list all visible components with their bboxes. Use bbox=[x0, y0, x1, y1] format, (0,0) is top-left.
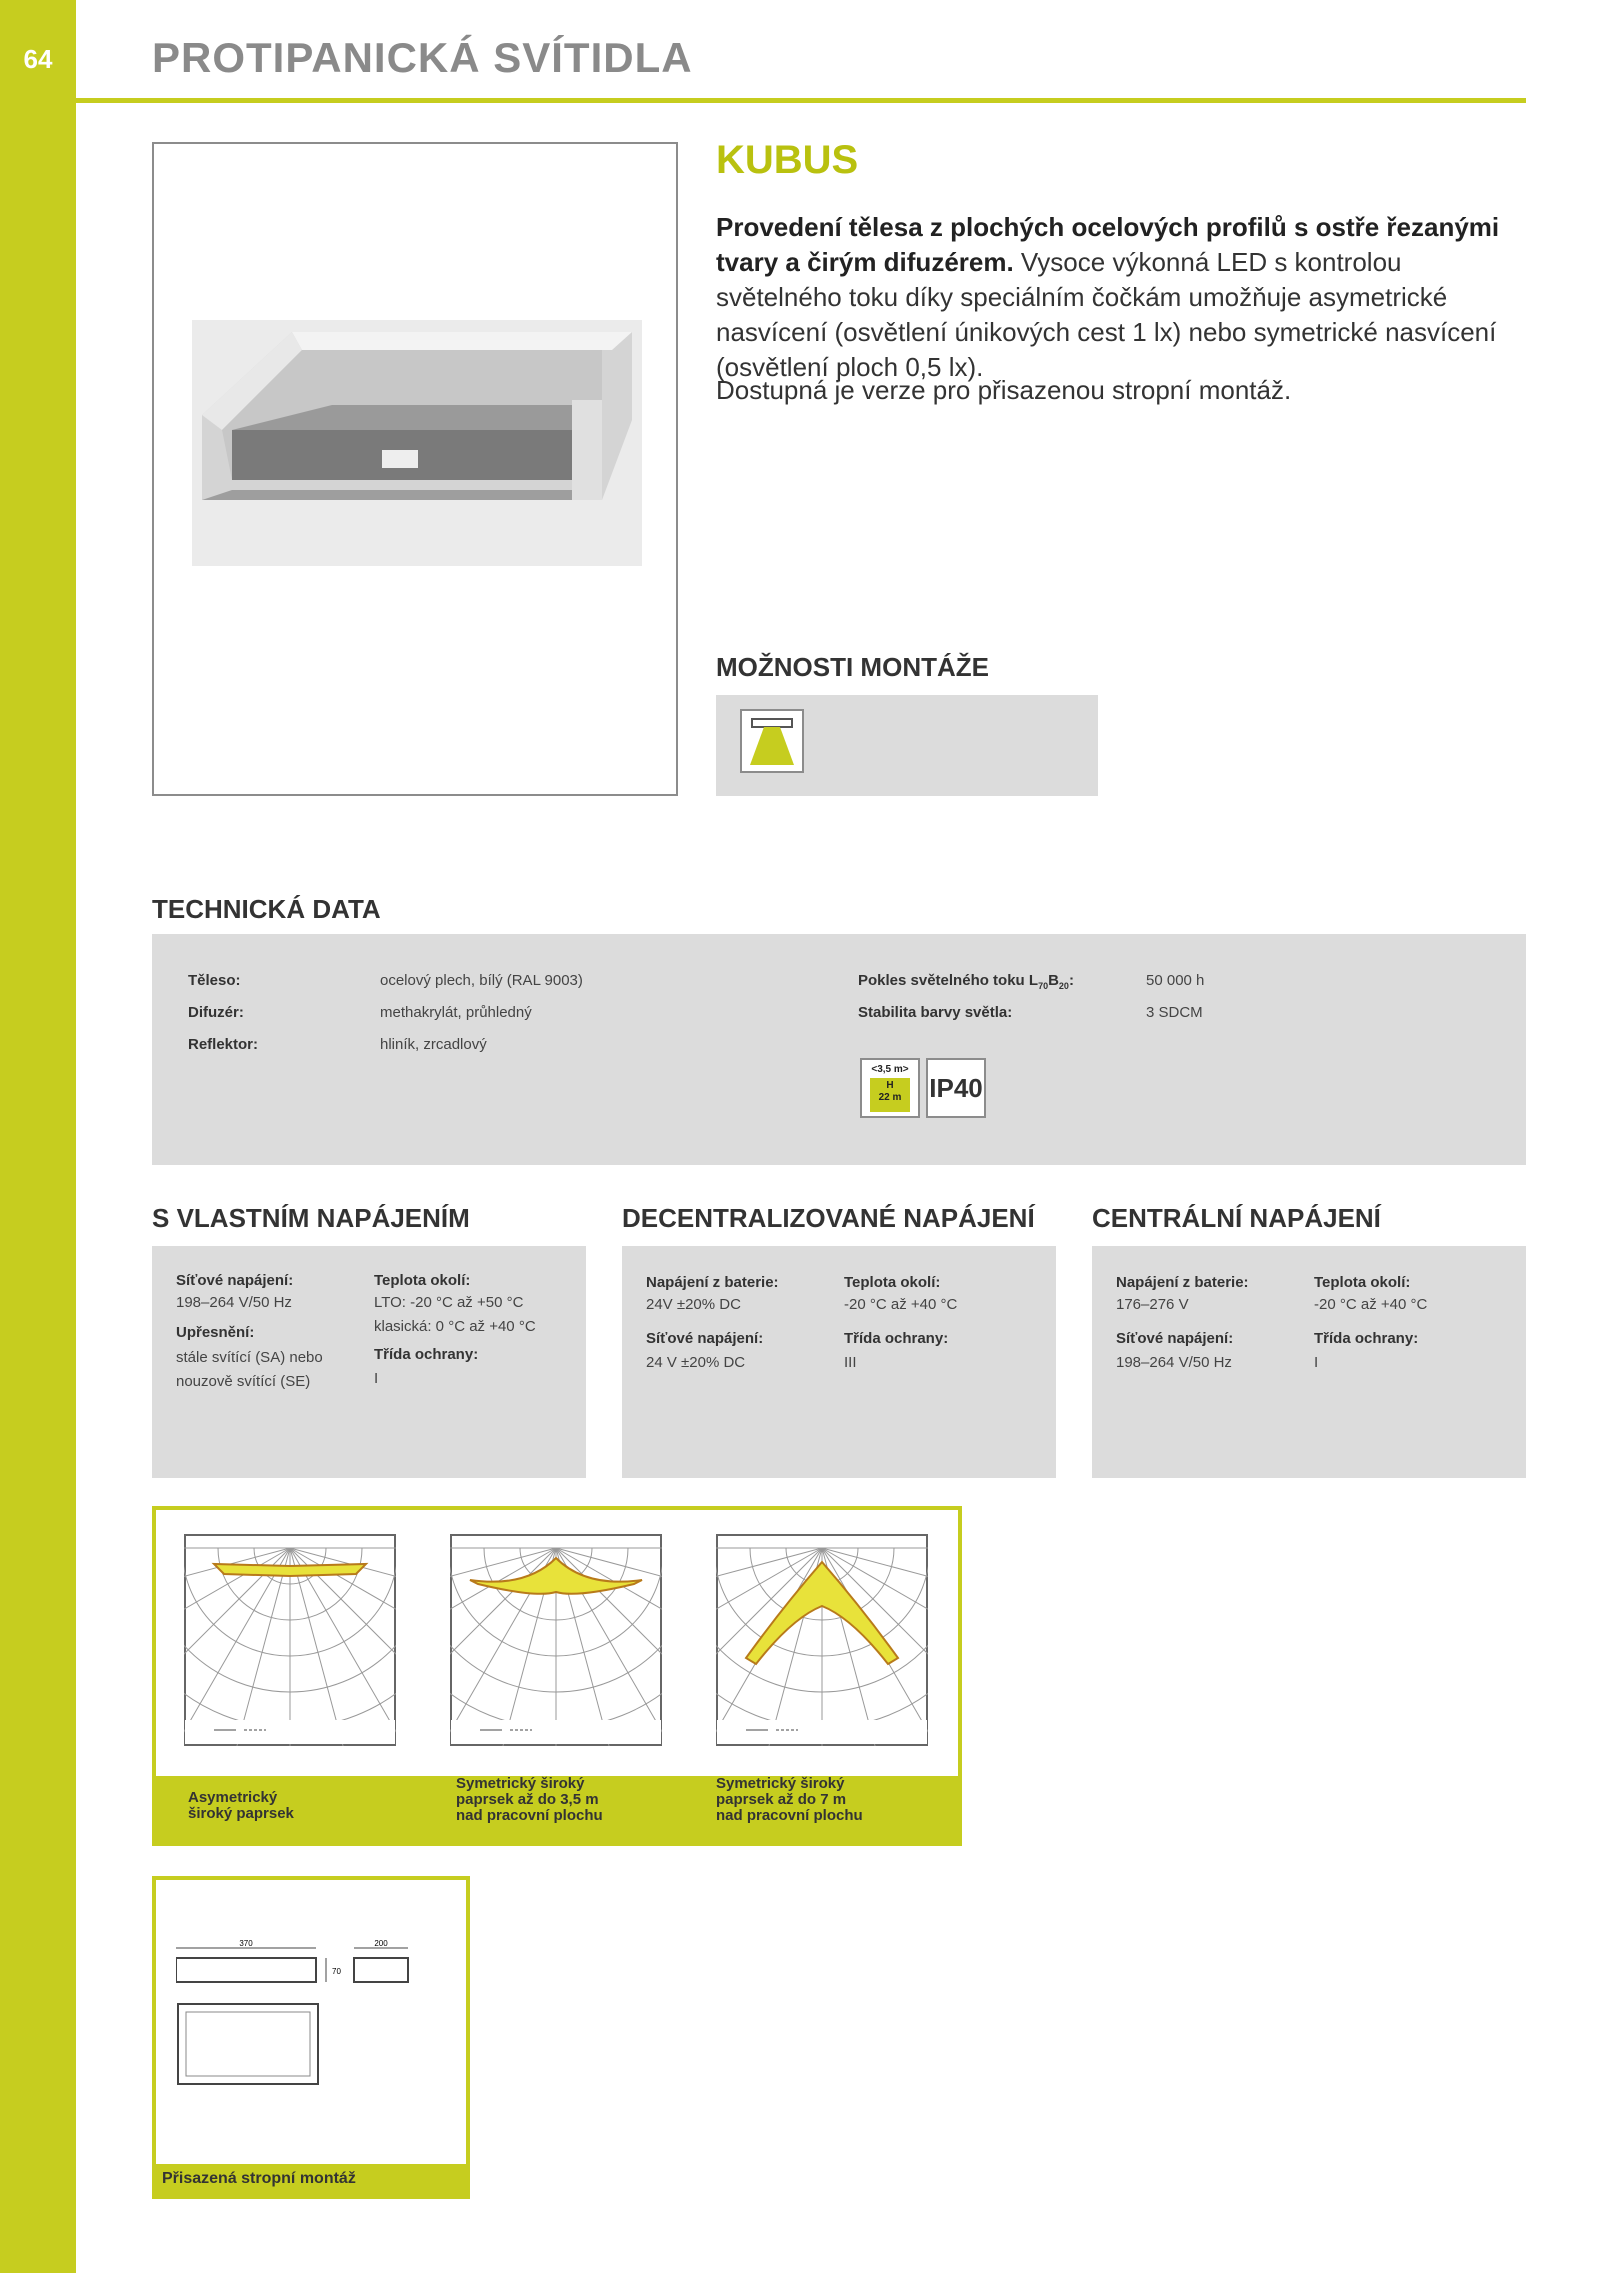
polar-diagram-sym-7 bbox=[716, 1534, 928, 1746]
power-value: klasická: 0 °C až +40 °C bbox=[374, 1318, 536, 1335]
power-value: I bbox=[1314, 1354, 1319, 1371]
dimension-drawing-panel bbox=[152, 1876, 470, 2199]
power-value: stále svítící (SA) nebo nouzově svítící (SE) bbox=[176, 1349, 323, 1390]
dimension-caption: Přisazená stropní montáž bbox=[162, 2170, 356, 2187]
tech-label: Těleso: bbox=[188, 972, 241, 989]
product-name: KUBUS bbox=[716, 138, 859, 182]
power-label: Teplota okolí: bbox=[844, 1274, 941, 1291]
power-label: Třída ochrany: bbox=[374, 1346, 479, 1363]
dimension-depth: 200 bbox=[374, 1940, 388, 1948]
power-heading-decentral: DECENTRALIZOVANÉ NAPÁJENÍ bbox=[622, 1203, 1035, 1233]
mounting-height-badge: <3,5 m> H 22 m bbox=[860, 1058, 920, 1118]
page-number: 64 bbox=[23, 44, 53, 74]
power-label: Teplota okolí: bbox=[374, 1272, 471, 1289]
luminaire-illustration bbox=[192, 320, 642, 566]
diagram-caption-2: Symetrický široký paprsek až do 3,5 m nad pracovní plochu bbox=[456, 1775, 603, 1824]
tech-label-flux: Pokles světelného toku $L_{70}B_{20}$: bbox=[858, 972, 1074, 991]
tech-label: Reflektor: bbox=[188, 1036, 259, 1053]
mounting-options-box bbox=[716, 695, 1098, 796]
power-label: Upřesnění: bbox=[176, 1324, 255, 1341]
tech-heading: TECHNICKÁ DATA bbox=[152, 894, 381, 924]
side-accent-bar bbox=[0, 0, 76, 2273]
diagram-caption-3: Symetrický široký paprsek až do 7 m nad pracovní plochu bbox=[716, 1775, 863, 1824]
ip-rating-badge: IP40 bbox=[926, 1058, 986, 1118]
power-box-self bbox=[152, 1246, 586, 1478]
power-label: Teplota okolí: bbox=[1314, 1274, 1411, 1291]
dimension-width: 370 bbox=[239, 1940, 253, 1948]
power-label: Třída ochrany: bbox=[1314, 1330, 1419, 1347]
product-photo-frame bbox=[152, 142, 678, 796]
tech-value: hliník, zrcadlový bbox=[380, 1036, 487, 1053]
mounting-heading: MOŽNOSTI MONTÁŽE bbox=[716, 652, 989, 682]
power-label: Síťové napájení: bbox=[646, 1330, 764, 1347]
tech-value: 3 SDCM bbox=[1146, 1004, 1203, 1021]
power-heading-central: CENTRÁLNÍ NAPÁJENÍ bbox=[1092, 1203, 1381, 1233]
tech-value: ocelový plech, bílý (RAL 9003) bbox=[380, 972, 583, 989]
power-value: I bbox=[374, 1370, 379, 1387]
product-description-bold: Provedení tělesa z plochých ocelových profilů s ostře řezanými tvary a čirým difuzérem. bbox=[716, 212, 1500, 277]
product-description-rest: Vysoce výkonná LED s kontrolou světelného toku díky speciálním čočkám umožňuje asymetrické nasvícení (osvětlení únikových cest 1 lx) nebo symetrické nasvícení (osvětlení ploch 0,5 lx). bbox=[716, 247, 1497, 382]
tech-value: 50 000 h bbox=[1146, 972, 1205, 989]
power-label: Síťové napájení: bbox=[1116, 1330, 1234, 1347]
power-value: -20 °C až +40 °C bbox=[844, 1296, 958, 1313]
power-value: -20 °C až +40 °C bbox=[1314, 1296, 1428, 1313]
power-value: 24 V ±20% DC bbox=[646, 1354, 746, 1371]
dimension-drawing bbox=[176, 1940, 456, 2110]
power-label: Napájení z baterie: bbox=[646, 1274, 779, 1291]
header-rule bbox=[76, 98, 1526, 103]
power-value: 198–264 V/50 Hz bbox=[176, 1294, 292, 1311]
polar-diagram-sym-3-5 bbox=[450, 1534, 662, 1746]
dimension-height: 70 bbox=[332, 1967, 341, 1976]
polar-diagram-asymmetric bbox=[184, 1534, 396, 1746]
section-title: PROTIPANICKÁ SVÍTIDLA bbox=[152, 34, 693, 81]
power-label: Třída ochrany: bbox=[844, 1330, 949, 1347]
product-description bbox=[716, 210, 1526, 385]
power-value: LTO: -20 °C až +50 °C bbox=[374, 1294, 524, 1311]
power-label: Síťové napájení: bbox=[176, 1272, 294, 1289]
power-label: Napájení z baterie: bbox=[1116, 1274, 1249, 1291]
power-value: 24V ±20% DC bbox=[646, 1296, 741, 1313]
power-value: III bbox=[844, 1354, 857, 1371]
power-box-central bbox=[1092, 1246, 1526, 1478]
power-value: 198–264 V/50 Hz bbox=[1116, 1354, 1232, 1371]
product-photo bbox=[192, 320, 642, 566]
product-description-2: Dostupná je verze pro přisazenou stropní montáž. bbox=[716, 375, 1292, 405]
ceiling-mount-icon bbox=[740, 709, 804, 773]
power-value: 176–276 V bbox=[1116, 1296, 1189, 1313]
tech-data-box bbox=[152, 934, 1526, 1165]
power-heading-self: S VLASTNÍM NAPÁJENÍM bbox=[152, 1203, 470, 1233]
diagram-caption-1: Asymetrický široký paprsek bbox=[188, 1789, 294, 1822]
tech-value: methakrylát, průhledný bbox=[380, 1004, 532, 1021]
tech-label: Difuzér: bbox=[188, 1004, 244, 1021]
power-box-decentral bbox=[622, 1246, 1056, 1478]
tech-label: Stabilita barvy světla: bbox=[858, 1004, 1013, 1021]
